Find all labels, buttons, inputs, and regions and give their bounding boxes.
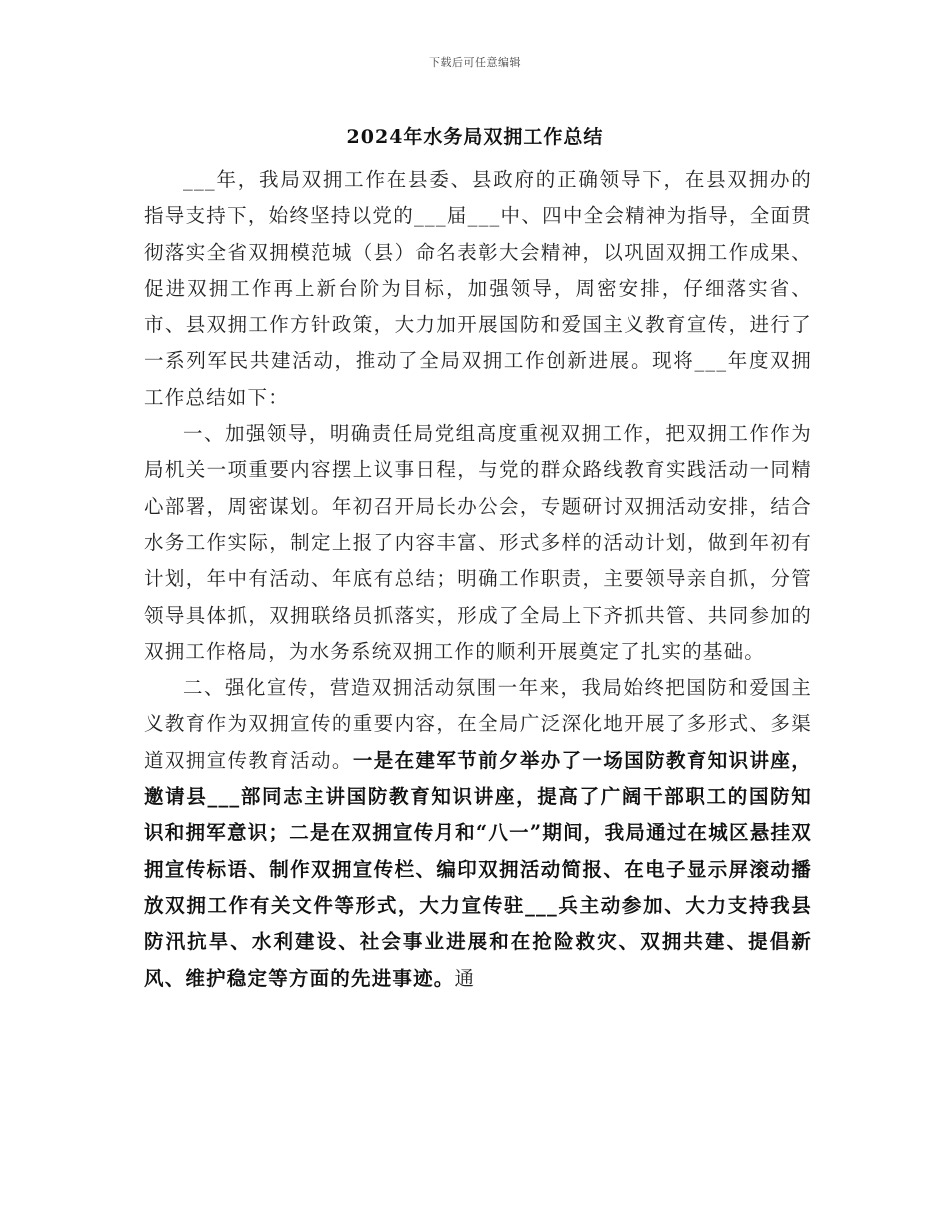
paragraph-section-two-tail: 通 <box>454 966 476 990</box>
header-note: 下载后可任意编辑 <box>429 56 521 69</box>
document-title: 2024年水务局双拥工作总结 <box>346 126 604 148</box>
paragraph-section-two <box>144 670 812 997</box>
paragraph-section-two-bold: 一是在建军节前夕举办了一场国防教育知识讲座，邀请县___部同志主讲国防教育知识讲座，提高了广阔干部职工的国防知识和拥军意识；二是在双拥宣传月和“八一”期间，我局通过在城区悬挂双拥宣传标语、制作双拥宣传栏、编印双拥活动简报、在电子显示屏滚动播放双拥工作有关文件等形式，大力宣传驻___兵主动参加、大力支持我县防汛抗旱、水利建设、社会事业进展和在抢险救灾、双拥共建、提倡新风、维护稳定等方面的先进事迹。 <box>144 748 812 990</box>
paragraph-section-one: 一、加强领导，明确责任局党组高度重视双拥工作，把双拥工作作为局机关一项重要内容摆上议事日程，与党的群众路线教育实践活动一同精心部署，周密谋划。年初召开局长办公会，专题研讨双拥活动安排，结合水务工作实际，制定上报了内容丰富、形式多样的活动计划，做到年初有计划，年中有活动、年底有总结；明确工作职责，主要领导亲自抓，分管领导具体抓，双拥联络员抓落实，形成了全局上下齐抓共管、共同参加的双拥工作格局，为水务系统双拥工作的顺利开展奠定了扎实的基础。 <box>144 422 812 663</box>
paragraph-section-two-lead: 二、强化宣传，营造双拥活动氛围一年来，我局始终把国防和爱国主义教育作为双拥宣传的重要内容，在全局广泛深化地开展了多形式、多渠道双拥宣传教育活动。 <box>144 676 812 772</box>
paragraph-intro: ___年，我局双拥工作在县委、县政府的正确领导下，在县双拥办的指导支持下，始终坚持以党的___届___中、四中全会精神为指导，全面贯彻落实全省双拥模范城（县）命名表彰大会精神，以巩固双拥工作成果、促进双拥工作再上新台阶为目标，加强领导，周密安排，仔细落实省、市、县双拥工作方针政策，大力加开展国防和爱国主义教育宣传，进行了一系列军民共建活动，推动了全局双拥工作创新进展。现将___年度双拥工作总结如下： <box>144 168 812 409</box>
document-body <box>144 162 812 997</box>
